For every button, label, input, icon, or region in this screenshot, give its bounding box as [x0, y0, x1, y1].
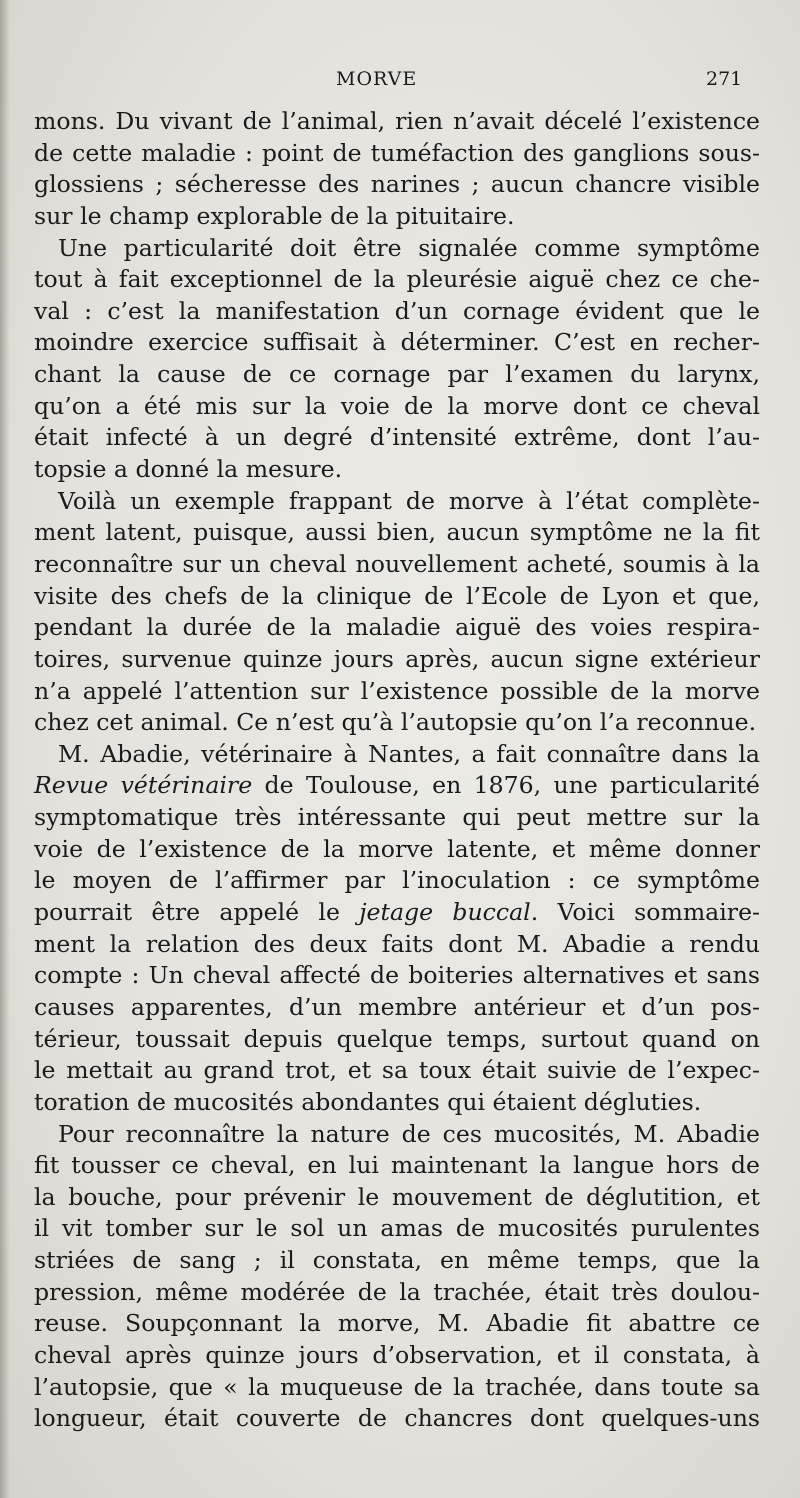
text-line: l’autopsie, que « la muqueuse de la trachée, dans toute sa [34, 1372, 760, 1401]
body-text [34, 106, 760, 1435]
text-line: n’a appelé l’attention sur l’existence possible de la morve [34, 676, 760, 705]
text-line: visite des chefs de la clinique de l’Ecole de Lyon et que, [34, 581, 760, 610]
text-line: longueur, était couverte de chancres dont quelques-uns [34, 1404, 760, 1433]
text-line: val : c’est la manifestation d’un cornage évident que le [34, 296, 760, 325]
text-line: la bouche, pour prévenir le mouvement de déglutition, et [34, 1182, 760, 1211]
text-line: moindre exercice suffisait à déterminer. C’est en recher- [34, 328, 760, 357]
text-line: reconnaître sur un cheval nouvellement acheté, soumis à la [34, 549, 760, 578]
text-line: le moyen de l’affirmer par l’inoculation : ce symptôme [34, 866, 760, 895]
text-line: fit tousser ce cheval, en lui maintenant la langue hors de [34, 1151, 760, 1180]
text-line: Voilà un exemple frappant de morve à l’état complète- [58, 486, 760, 515]
page-header [0, 64, 800, 98]
text-line: voie de l’existence de la morve latente, et même donner [34, 834, 760, 863]
text-line: glossiens ; sécheresse des narines ; aucun chancre visible [34, 170, 760, 199]
text-line: Une particularité doit être signalée comme symptôme [58, 233, 760, 262]
text-line: ment la relation des deux faits dont M. Abadie a rendu [34, 929, 760, 958]
text-line: le mettait au grand trot, et sa toux était suivie de l’expec- [34, 1056, 760, 1085]
text-line: ment latent, puisque, aussi bien, aucun symptôme ne la fit [34, 518, 760, 547]
text-line: tout à fait exceptionnel de la pleurésie aiguë chez ce che- [34, 265, 760, 294]
text-line: topsie a donné la mesure. [34, 455, 343, 484]
text-line: causes apparentes, d’un membre antérieur et d’un pos- [34, 992, 760, 1021]
text-line: symptomatique très intéressante qui peut mettre sur la [34, 803, 760, 832]
text-line: sur le champ explorable de la pituitaire. [34, 201, 515, 230]
running-title: MORVE [336, 68, 418, 90]
text-line: toration de mucosités abondantes qui étaient dégluties. [34, 1087, 702, 1116]
text-line: térieur, toussait depuis quelque temps, surtout quand on [34, 1024, 760, 1053]
text-line: toires, survenue quinze jours après, aucun signe extérieur [34, 644, 760, 673]
text-line: mons. Du vivant de l’animal, rien n’avait décelé l’existence [34, 107, 760, 135]
text-line: striées de sang ; il constata, en même temps, que la [34, 1246, 760, 1275]
text-line: Pour reconnaître la nature de ces mucosités, M. Abadie [58, 1119, 760, 1148]
text-line: cheval après quinze jours d’observation, et il constata, à [34, 1340, 760, 1369]
text-line: chant la cause de ce cornage par l’examen du larynx, [34, 360, 760, 389]
text-line: reuse. Soupçonnant la morve, M. Abadie fit abattre ce [34, 1309, 760, 1338]
text-line: qu’on a été mis sur la voie de la morve dont ce cheval [34, 391, 760, 420]
italic-term: Revue vétérinaire [34, 771, 253, 800]
text-line: Revue vétérinaire de Toulouse, en 1876, une particularité [34, 771, 760, 800]
text-line: de cette maladie : point de tuméfaction des ganglions sous- [34, 138, 760, 167]
page-edge-shadow [0, 0, 10, 1498]
text-line: pression, même modérée de la trachée, était très doulou- [34, 1277, 760, 1306]
text-line: compte : Un cheval affecté de boiteries alternatives et sans [34, 961, 760, 990]
page-number: 271 [706, 68, 743, 90]
text-line: chez cet animal. Ce n’est qu’à l’autopsie qu’on l’a reconnue. [34, 708, 757, 737]
text-line: pourrait être appelé le jetage buccal. Voici sommaire- [34, 898, 761, 927]
text-line: il vit tomber sur le sol un amas de mucosités purulentes [34, 1214, 760, 1243]
text-line: M. Abadie, vétérinaire à Nantes, a fait connaître dans la [58, 739, 760, 768]
text-line: pendant la durée de la maladie aiguë des voies respira- [34, 613, 760, 642]
text-line: était infecté à un degré d’intensité extrême, dont l’au- [34, 423, 760, 452]
italic-term: jetage buccal [359, 898, 531, 927]
